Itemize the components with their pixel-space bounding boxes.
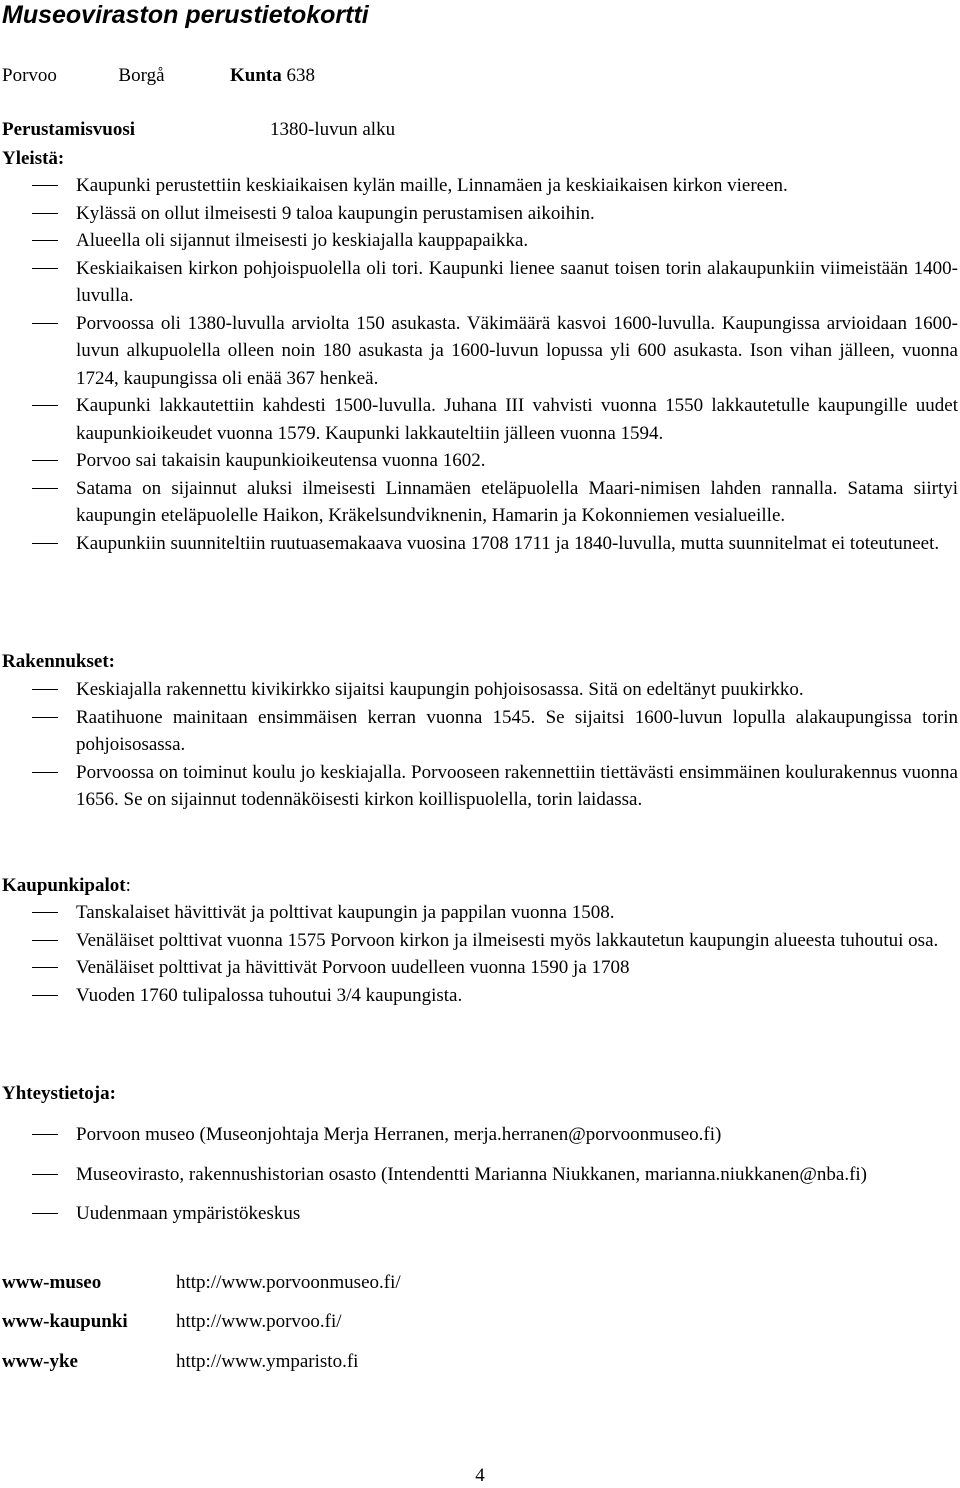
list-item: Porvoossa on toiminut koulu jo keskiajalla. Porvooseen rakennettiin tiettävästi ensimmäinen koulurakennus vuonna 1656. Se on sijainnut todennäköisesti kirkon koillispuolella, torin laidassa. [0,759,958,814]
buildings-heading: Rakennukset: [2,651,115,672]
fires-list [0,899,958,1009]
list-item: Porvoo sai takaisin kaupunkioikeutensa vuonna 1602. [0,447,958,475]
list-item: Kaupunki perustettiin keskiaikaisen kylän maille, Linnamäen ja keskiaikaisen kirkon viereen. [0,172,958,200]
web-label: www-museo [2,1272,102,1293]
place-row [2,62,315,90]
web-row-kaupunki [2,1308,342,1336]
place-name-fi: Porvoo [2,65,57,86]
web-label: www-yke [2,1351,78,1372]
web-link-yke[interactable]: http://www.ymparisto.fi [176,1351,359,1372]
web-label: www-kaupunki [2,1311,128,1332]
list-item: Tanskalaiset hävittivät ja polttivat kaupungin ja pappilan vuonna 1508. [0,899,958,927]
list-item: Museovirasto, rakennushistorian osasto (Intendentti Marianna Niukkanen, marianna.niukkanen@nba.fi) [0,1161,958,1189]
list-item: Porvoossa oli 1380-luvulla arviolta 150 asukasta. Väkimäärä kasvoi 1600-luvulla. Kaupungissa arvioidaan 1600-luvun alkupuolella olleen noin 180 asukasta ja 1600-luvun lopussa yli 600 asukasta. Ison vihan jälleen, vuonna 1724, kaupungissa oli enää 367 henkeä. [0,310,958,393]
place-name-sv: Borgå [118,65,165,86]
list-item: Kylässä on ollut ilmeisesti 9 taloa kaupungin perustamisen aikoihin. [0,200,958,228]
list-item: Kaupunkiin suunniteltiin ruutuasemakaava vuosina 1708 1711 ja 1840-luvulla, mutta suunnitelmat ei toteutuneet. [0,530,958,558]
founding-label: Perustamisvuosi [2,119,135,140]
contacts-heading: Yhteystietoja: [2,1083,116,1104]
web-link-museo[interactable]: http://www.porvoonmuseo.fi/ [176,1272,401,1293]
page-number: 4 [475,1465,485,1486]
list-item: Satama on sijainnut aluksi ilmeisesti Linnamäen eteläpuolella Maari-nimisen lahden rannalla. Satama siirtyi kaupungin eteläpuolelle Haikon, Kräkelsundviknenin, Hamarin ja Kokonniemen vesialueille. [0,475,958,530]
list-item: Keskiaikaisen kirkon pohjoispuolella oli tori. Kaupunki lienee saanut toisen torin alakaupunkiin viimeistään 1400-luvulla. [0,255,958,310]
general-heading: Yleistä: [2,148,65,169]
list-item: Porvoon museo (Museonjohtaja Merja Herranen, merja.herranen@porvoonmuseo.fi) [0,1121,958,1149]
buildings-list [0,676,958,814]
list-item: Venäläiset polttivat vuonna 1575 Porvoon kirkon ja ilmeisesti myös lakkautetun kaupungin alueesta tuhoutui osa. [0,927,958,955]
web-link-kaupunki[interactable]: http://www.porvoo.fi/ [176,1311,342,1332]
page-title: Museoviraston perustietokortti [2,1,369,29]
list-item: Uudenmaan ympäristökeskus [0,1200,958,1228]
list-item: Kaupunki lakkautettiin kahdesti 1500-luvulla. Juhana III vahvisti vuonna 1550 lakkautetulle kaupungille uudet kaupunkioikeudet vuonna 1579. Kaupunki lakkauteltiin jälleen vuonna 1594. [0,392,958,447]
contacts-list [0,1121,958,1228]
list-item: Raatihuone mainitaan ensimmäisen kerran vuonna 1545. Se sijaitsi 1600-luvun lopulla alakaupungissa torin pohjoisosassa. [0,704,958,759]
founding-value: 1380-luvun alku [270,119,396,140]
fires-heading: Kaupunkipalot: [2,875,131,896]
list-item: Vuoden 1760 tulipalossa tuhoutui 3/4 kaupungista. [0,982,958,1010]
founding-row [2,116,395,144]
web-row-yke [2,1348,358,1376]
general-list [0,172,958,557]
web-row-museo [2,1269,401,1297]
list-item: Venäläiset polttivat ja hävittivät Porvoon uudelleen vuonna 1590 ja 1708 [0,954,958,982]
kunta-label: Kunta [230,65,282,86]
list-item: Alueella oli sijannut ilmeisesti jo keskiajalla kauppapaikka. [0,227,958,255]
kunta-value: 638 [286,65,315,86]
list-item: Keskiajalla rakennettu kivikirkko sijaitsi kaupungin pohjoisosassa. Sitä on edeltänyt puukirkko. [0,676,958,704]
